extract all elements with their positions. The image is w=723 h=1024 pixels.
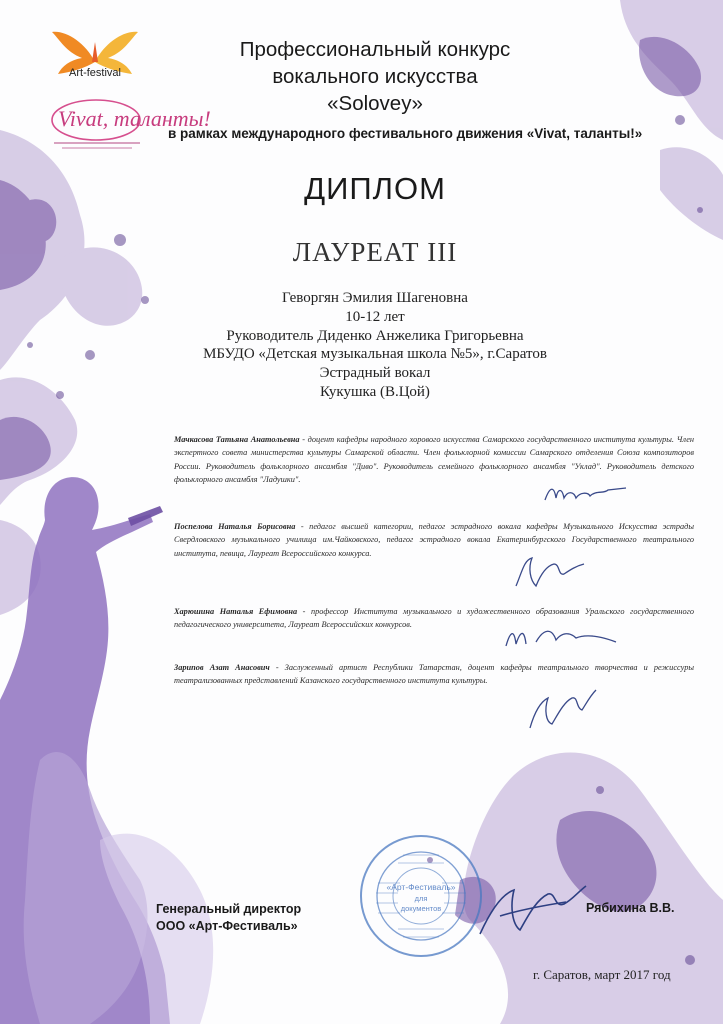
participant-info	[170, 289, 580, 402]
contest-title-line: Профессиональный конкурс	[239, 38, 511, 61]
jury-signature	[540, 478, 630, 510]
jury-member-name: Поспелова Наталья Борисовна	[174, 522, 296, 531]
contest-title	[170, 36, 580, 117]
director-name: Рябихина В.В.	[586, 901, 675, 915]
jury-member-bio: - доцент кафедры народного хорового искусства Самарского государственного института культуры. Член экспертного совета министерства культуры Самарской области. Член фольклорной комиссии Самарского отделения Союза композиторов России. Руководитель фольклорного ансамбля "Диво". Руководитель семейного фольклорного ансамбля "Уклад". Руководитель детского фольклорного ансамбля "Ладушки".	[174, 435, 694, 485]
participant-song: Кукушка (В.Цой)	[320, 383, 430, 400]
place-date: г. Саратов, март 2017 год	[533, 967, 671, 982]
jury-signature	[510, 552, 590, 592]
participant-teacher: Руководитель Диденко Анжелика Григорьевна	[226, 327, 524, 344]
jury-signature	[500, 618, 620, 652]
vivat-logo	[48, 96, 211, 152]
vivat-logo-lettering: Vivat, таланты!	[58, 106, 211, 131]
art-festival-logo-text: Art-festival	[69, 67, 121, 79]
contest-title-line: «Solovey»	[327, 92, 423, 115]
director-title-line: Генеральный директор	[156, 902, 302, 916]
participant-school: МБУДО «Детская музыкальная школа №5», г.Саратов	[203, 346, 547, 363]
jury-member	[174, 661, 694, 688]
stamp-line: для	[414, 894, 428, 903]
director-signature	[470, 872, 590, 952]
director-title	[156, 901, 376, 935]
award-title: ЛАУРЕАТ III	[292, 237, 458, 267]
jury-member	[174, 520, 694, 560]
jury-member-name: Мачкасова Татьяна Анатольевна	[174, 435, 300, 444]
jury-member-bio: - профессор Института музыкального и художественного образования Уральского государственного педагогического университета, Лауреат Всероссийских конкурсов.	[174, 607, 694, 630]
diploma-heading: ДИПЛОМ	[304, 171, 446, 206]
contest-title-line: вокального искусства	[272, 65, 478, 88]
jury-member-bio: - педагог высшей категории, педагог эстрадного вокала кафедры Музыкального Искусства эстрады Свердловского музыкального училища им.Чайковского, педагог эстрадного вокала Екатеринбургского Государственного театрального института, певица, Лауреат Всероссийского конкурса.	[174, 522, 694, 558]
organization-stamp	[358, 833, 484, 959]
jury-member-bio: - Заслуженный артист Республики Татарстан, доцент кафедры театрального творчества и режиссуры театрализованных представлений Казанского государственного института культуры.	[174, 663, 694, 686]
participant-category: Эстрадный вокал	[319, 365, 431, 382]
stamp-line: документов	[400, 904, 442, 913]
director-title-line: ООО «Арт-Фестиваль»	[156, 919, 298, 933]
stamp-name: «Арт-Фестиваль»	[386, 882, 456, 892]
participant-name: Геворгян Эмилия Шагеновна	[282, 290, 468, 306]
participant-age: 10-12 лет	[345, 308, 405, 325]
contest-subtitle: в рамках международного фестивального движения «Vivat, таланты!»	[168, 126, 643, 141]
jury-member-name: Зарипов Азат Анасович	[174, 663, 270, 672]
jury-member-name: Харюшина Наталья Ефимовна	[174, 607, 298, 616]
jury-signature	[520, 684, 600, 734]
